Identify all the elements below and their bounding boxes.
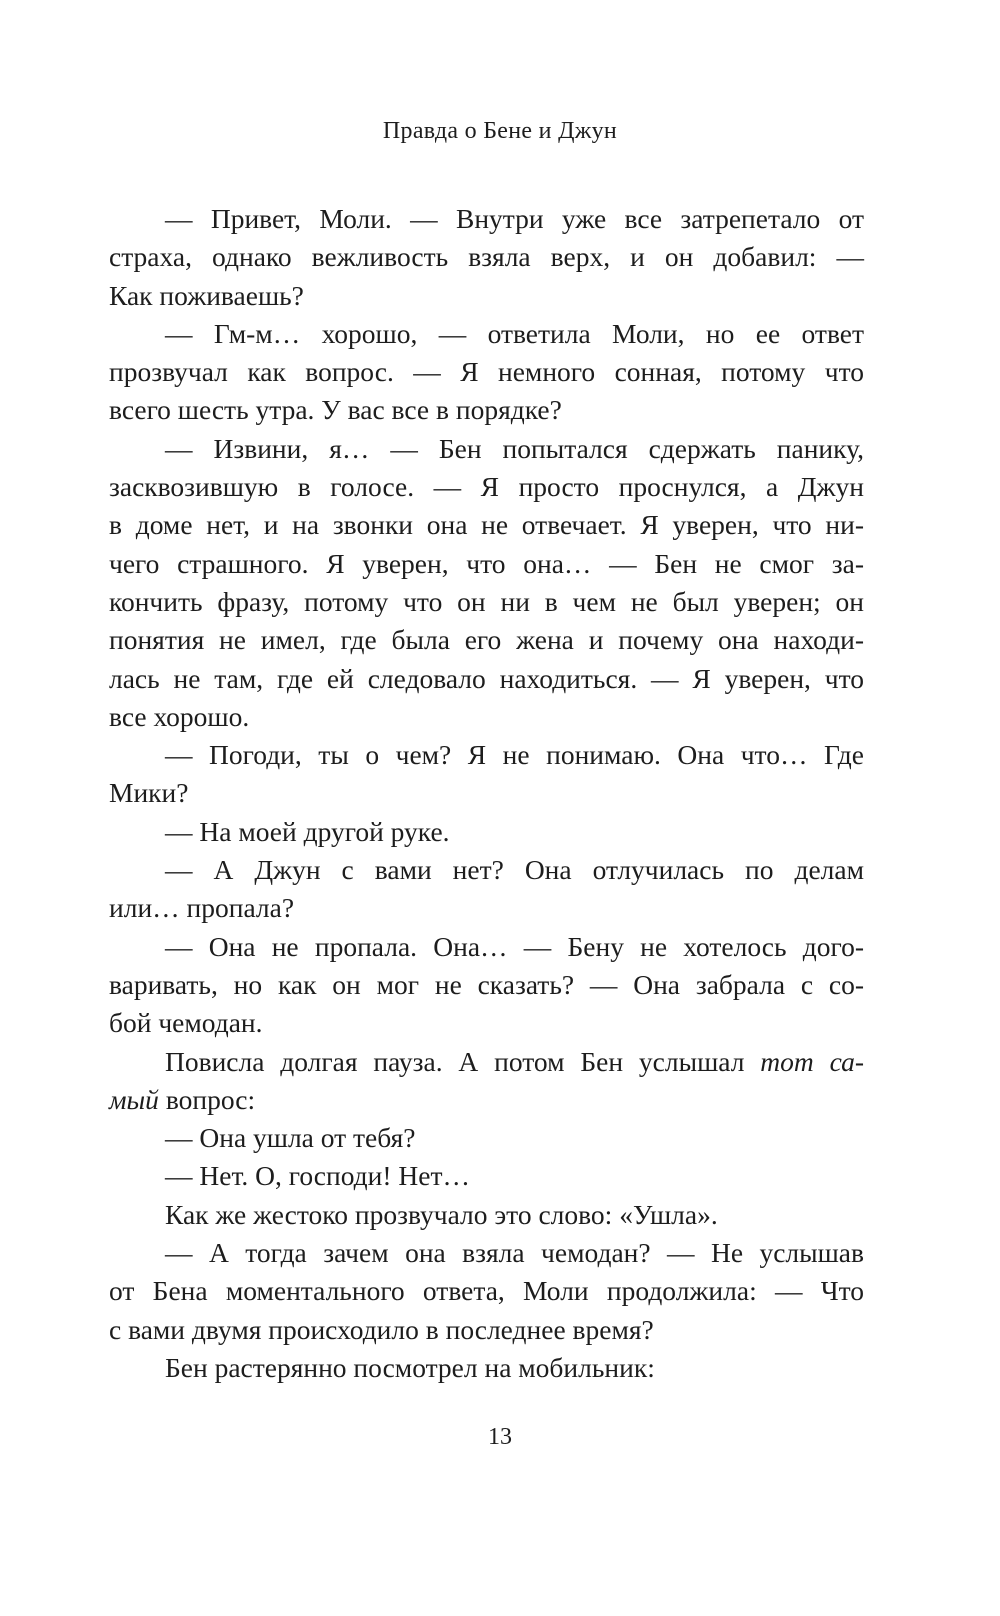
text-line: — Она не пропала. Она… — Бену не хотелось дого- xyxy=(165,930,864,962)
text-line: все хорошо. xyxy=(109,700,250,732)
body-text xyxy=(109,200,864,1387)
text-line: — Извини, я… — Бен попытался сдержать панику, xyxy=(165,432,864,464)
text-line xyxy=(109,1081,864,1119)
text-line: от Бена моментального ответа, Моли продолжила: — Что xyxy=(109,1275,864,1307)
italic-run: тот са- xyxy=(760,1045,864,1077)
text-line: — А тогда зачем она взяла чемодан? — Не услышав xyxy=(165,1237,864,1269)
text-run: вопрос: xyxy=(158,1083,256,1115)
page-number: 13 xyxy=(488,1424,512,1450)
italic-run: мый xyxy=(109,1083,159,1115)
text-line: Как же жестоко прозвучало это слово: «Ушла». xyxy=(165,1198,718,1230)
running-head: Правда о Бене и Джун xyxy=(382,118,618,144)
text-line: или… пропала? xyxy=(109,892,295,924)
text-run: Повисла долгая пауза. А потом Бен услышал xyxy=(165,1045,761,1077)
text-line: Как поживаешь? xyxy=(109,279,304,311)
text-line: бой чемодан. xyxy=(109,1007,263,1039)
text-line: страха, однако вежливость взяла верх, и он добавил: — xyxy=(109,241,864,273)
text-line: прозвучал как вопрос. — Я немного сонная, потому что xyxy=(109,356,864,388)
text-line: всего шесть утра. У вас все в порядке? xyxy=(109,394,562,426)
text-line: чего страшного. Я уверен, что она… — Бен не смог за- xyxy=(109,547,864,579)
text-line: — На моей другой руке. xyxy=(165,815,450,847)
text-line: Бен растерянно посмотрел на мобильник: xyxy=(165,1351,655,1383)
text-line: — Она ушла от тебя? xyxy=(165,1122,416,1154)
text-line: — Нет. О, господи! Нет… xyxy=(165,1160,470,1192)
text-line: лась не там, где ей следовало находиться. — Я уверен, что xyxy=(109,662,864,694)
text-line: Мики? xyxy=(109,777,189,809)
text-line: — Привет, Моли. — Внутри уже все затрепетало от xyxy=(165,203,864,234)
text-line: — А Джун с вами нет? Она отлучилась по делам xyxy=(165,854,864,886)
text-line xyxy=(109,1043,864,1081)
text-line: в доме нет, и на звонки она не отвечает. Я уверен, что ни- xyxy=(109,509,864,541)
text-line: — Погоди, ты о чем? Я не понимаю. Она что… Где xyxy=(165,739,864,771)
text-line: понятия не имел, где была его жена и почему она находи- xyxy=(109,624,864,656)
text-line: засквозившую в голосе. — Я просто проснулся, а Джун xyxy=(109,471,864,503)
text-line: — Гм-м… хорошо, — ответила Моли, но ее ответ xyxy=(165,317,864,349)
text-line: кончить фразу, потому что он ни в чем не был уверен; он xyxy=(109,585,864,617)
text-line: с вами двумя происходило в последнее время? xyxy=(109,1313,654,1345)
text-line: варивать, но как он мог не сказать? — Она забрала с со- xyxy=(109,968,864,1000)
